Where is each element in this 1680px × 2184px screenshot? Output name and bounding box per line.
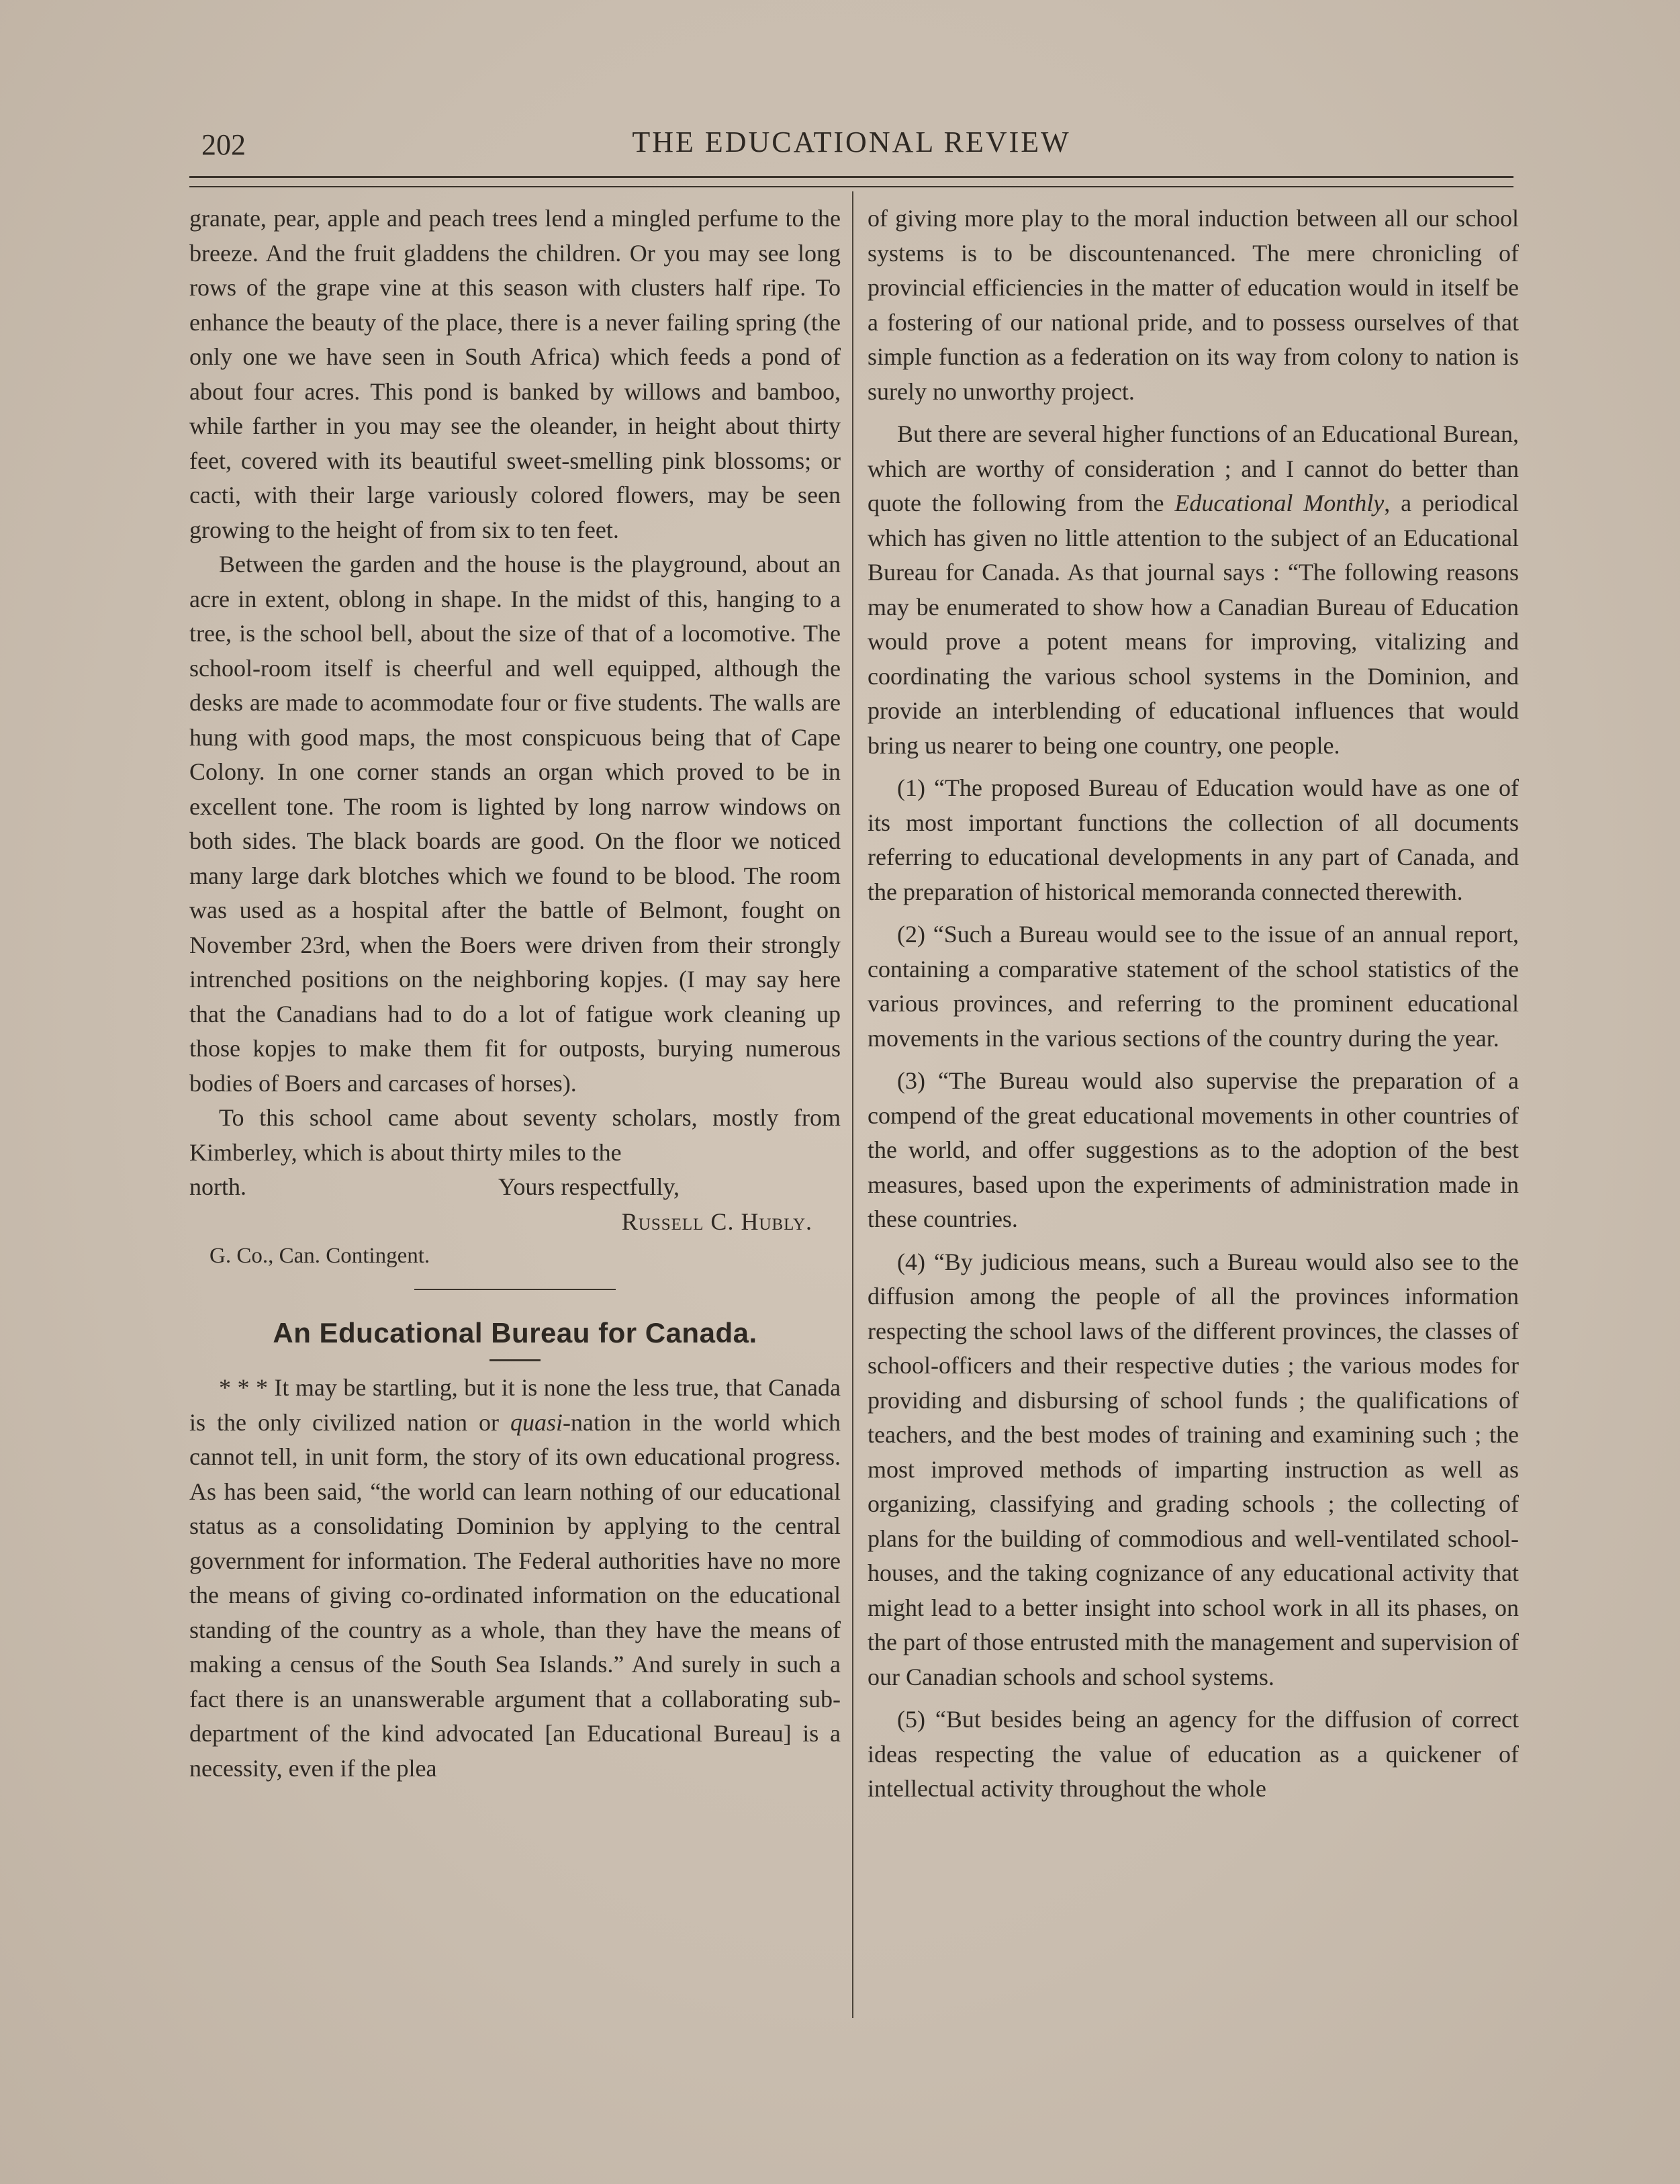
- italic-text: Educational Monthly: [1174, 490, 1385, 516]
- right-column: [868, 201, 1519, 1807]
- page-header: [189, 121, 1513, 168]
- signature: Russell C. Hubly.: [621, 1208, 812, 1235]
- left-column: [189, 201, 841, 1786]
- paragraph: Between the garden and the house is the playground, about an acre in extent, oblong in shape. In the midst of this, hanging to a tree, is the school bell, about the size of that of a locomotive. The school-room itself is cheerful and well equipped, although the desks are made to acommodate four or five students. The walls are hung with good maps, the most conspicuous being that of Cape Colony. In one corner stands an organ which proved to be in excellent tone. The room is lighted by long narrow windows on both sides. The black boards are good. On the floor we noticed many large dark blotches which we found to be blood. The room was used as a hospital after the battle of Belmont, fought on November 23rd, when the Boers were driven from their strongly intrenched positions on the neighboring kopjes. (I may say here that the Canadians had to do a lot of fatigue work cleaning up those kopjes to make them fit for outposts, burying numerous bodies of Boers and carcases of horses).: [189, 551, 841, 1097]
- running-title: THE EDUCATIONAL REVIEW: [632, 126, 1071, 158]
- letter-closing: [189, 1170, 841, 1274]
- italic-text: quasi: [510, 1408, 563, 1436]
- list-item: (5) “But besides being an agency for the diffusion of correct ideas respecting the value of education as a quickener of intellectual activity throughout the whole: [868, 1706, 1519, 1802]
- list-item: (2) “Such a Bureau would see to the issue of an annual report, containing a comparative statement of the school statistics of the various provinces, and referring to the prominent educational movements in the various sections of the country during the year.: [868, 921, 1519, 1052]
- list-item: (4) “By judicious means, such a Bureau would also see to the diffusion among the people of all the provinces information respecting the school laws of the different provinces, the classes of school-officers and their respective duties ; the various modes for providing and disbursing of school funds ; the qualifications of teachers, and the best modes of training and examining such ; the most improved methods of imparting instruction as well as organizing, classifying and grading schools ; the collecting of plans for the building of commodious and well-ventilated school-houses, and the taking cognizance of any educational activity that might lead to a better insight into school work in all its phases, on the part of those entrusted mith the management and supervision of our Canadian schools and school systems.: [868, 1248, 1519, 1690]
- page-number: 202: [201, 128, 246, 161]
- section-divider: [414, 1289, 616, 1290]
- list-item: (3) “The Bureau would also supervise the preparation of a compend of the great educational movements in other countries of the world, and offer suggestions as to the adoption of the best measures, based upon the experiments of administration made in these countries.: [868, 1067, 1519, 1232]
- title-underline: [489, 1359, 541, 1361]
- paragraph: of giving more play to the moral induction between all our school systems is to be discountenanced. The mere chronicling of provincial efficiencies in the matter of education would in itself be a fostering of our national pride, and to possess ourselves of that simple function as a federation on its way from colony to nation is surely no unworthy project.: [868, 205, 1519, 405]
- section-title: An Educational Bureau for Canada.: [273, 1316, 757, 1349]
- paragraph: granate, pear, apple and peach trees lend a mingled perfume to the breeze. And the fruit gladdens the children. Or you may see long rows of the grape vine at this season with clusters half ripe. To enhance the beauty of the place, there is a never failing spring (the only one we have seen in South Africa) which feeds a pond of about four acres. This pond is banked by willows and bamboo, while farther in you may see the oleander, in height about thirty feet, covered with its beautiful sweet-smelling pink blossoms; or cacti, with their large variously colored flowers, may be seen growing to the height of from six to ten feet.: [189, 205, 841, 543]
- signature-unit: G. Co., Can. Contingent.: [209, 1244, 430, 1268]
- column-divider: [852, 191, 853, 2018]
- paragraph: * * * It may be startling, but it is none the less true, that Canada is the only civilized nation or quasi-nation in the world which cannot tell, in unit form, the story of its own educational progress. As has been said, “the world can learn nothing of our educational status as a consolidating Dominion by applying to the central government for information. The Federal authorities have no more the means of giving co-ordinated information on the educational standing of the country as a whole, than they have the means of making a census of the South Sea Islands.” And surely in such a fact there is an unanswerable argument that a collaborating sub-department of the kind advocated [an Educational Bureau] is a necessity, even if the plea: [189, 1374, 841, 1782]
- header-rule: [189, 176, 1513, 187]
- closing-salutation: Yours respectfully,: [498, 1173, 680, 1200]
- closing-word: north.: [189, 1173, 246, 1200]
- paragraph: To this school came about seventy scholars, mostly from Kimberley, which is about thirty miles to the: [189, 1104, 841, 1166]
- list-item: (1) “The proposed Bureau of Education would have as one of its most important functions the collection of all documents referring to educational developments in any part of Canada, and the preparation of historical memoranda connected therewith.: [868, 774, 1519, 905]
- paragraph: But there are several higher functions of an Educational Burean, which are worthy of consideration ; and I cannot do better than quote the following from the Educational Monthly, a periodical which has given no little attention to the subject of an Educational Bureau for Canada. As that journal says : “The following reasons may be enumerated to show how a Canadian Bureau of Education would prove a potent means for improving, vitalizing and coordinating the various school systems in the Dominion, and provide an interblending of educational influences that would bring us nearer to being one country, one people.: [868, 420, 1519, 759]
